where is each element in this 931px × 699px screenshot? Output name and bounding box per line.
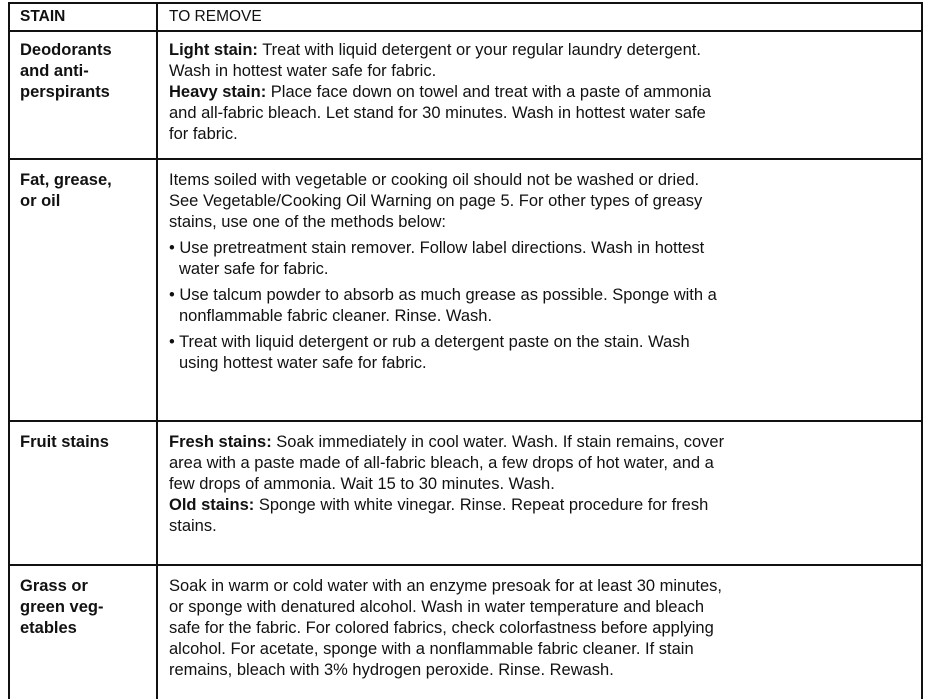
instruction-line: alcohol. For acetate, sponge with a nonflammable fabric cleaner. If stain xyxy=(169,640,694,658)
stain-name-line: and anti- xyxy=(20,62,89,80)
stain-name-line: perspirants xyxy=(20,83,110,101)
stain-name-line: Fruit stains xyxy=(20,433,109,451)
removal-instructions xyxy=(169,432,915,537)
table-row xyxy=(10,566,921,699)
table-row xyxy=(10,422,921,566)
instruction-text: Treat with liquid detergent or your regular laundry detergent. xyxy=(257,41,701,59)
bullet-item: nonflammable fabric cleaner. Rinse. Wash. xyxy=(179,307,493,325)
stain-name-line: green veg- xyxy=(20,598,104,616)
stain-name-line: Deodorants xyxy=(20,41,112,59)
instruction-line: or sponge with denatured alcohol. Wash in water temperature and bleach xyxy=(169,598,705,616)
instruction-line: stains, use one of the methods below: xyxy=(169,213,447,231)
instruction-text: Place face down on towel and treat with a paste of ammonia xyxy=(266,83,712,101)
instruction-line: Wash in hottest water safe for fabric. xyxy=(169,62,437,80)
instruction-line xyxy=(169,40,915,61)
stain-name xyxy=(20,170,150,212)
instruction-line: area with a paste made of all-fabric bleach, a few drops of hot water, and a xyxy=(169,454,714,472)
stain-removal-table xyxy=(8,2,923,699)
stain-name-line: Fat, grease, xyxy=(20,171,112,189)
instruction-line: Items soiled with vegetable or cooking oil should not be washed or dried. xyxy=(169,171,700,189)
bold-label: Light stain: xyxy=(169,41,258,59)
bullet-item: • Use talcum powder to absorb as much grease as possible. Sponge with a xyxy=(169,286,717,304)
header-stain: STAIN xyxy=(20,8,66,25)
bold-label: Heavy stain: xyxy=(169,83,267,101)
stain-name xyxy=(20,576,150,639)
header-to-remove: TO REMOVE xyxy=(169,8,262,25)
removal-instructions xyxy=(169,576,915,681)
instruction-line: See Vegetable/Cooking Oil Warning on page 5. For other types of greasy xyxy=(169,192,703,210)
instruction-text: Sponge with white vinegar. Rinse. Repeat procedure for fresh xyxy=(254,496,709,514)
stain-name-line: etables xyxy=(20,619,77,637)
instruction-line: for fabric. xyxy=(169,125,238,143)
bullet-item: using hottest water safe for fabric. xyxy=(179,354,427,372)
instruction-line xyxy=(169,495,915,516)
bullet-item: water safe for fabric. xyxy=(179,260,329,278)
instruction-line xyxy=(169,432,915,453)
table-row xyxy=(10,160,921,422)
bold-label: Old stains: xyxy=(169,496,255,514)
stain-name xyxy=(20,40,150,103)
bullet-item: • Use pretreatment stain remover. Follow label directions. Wash in hottest xyxy=(169,239,705,257)
table-header xyxy=(10,2,921,32)
instruction-line: few drops of ammonia. Wait 15 to 30 minutes. Wash. xyxy=(169,475,555,493)
bullet-item: • Treat with liquid detergent or rub a detergent paste on the stain. Wash xyxy=(169,333,690,351)
instruction-line: Soak in warm or cold water with an enzyme presoak for at least 30 minutes, xyxy=(169,577,722,595)
bold-label: Fresh stains: xyxy=(169,433,272,451)
stain-name-line: Grass or xyxy=(20,577,88,595)
instruction-line: safe for the fabric. For colored fabrics, check colorfastness before applying xyxy=(169,619,714,637)
instruction-line xyxy=(169,82,915,103)
removal-instructions xyxy=(169,40,915,145)
instruction-line: stains. xyxy=(169,517,217,535)
stain-name xyxy=(20,432,150,453)
table-row xyxy=(10,32,921,160)
instruction-line: and all-fabric bleach. Let stand for 30 minutes. Wash in hottest water safe xyxy=(169,104,706,122)
stain-name-line: or oil xyxy=(20,192,61,210)
instruction-text: Soak immediately in cool water. Wash. If stain remains, cover xyxy=(271,433,725,451)
instruction-line: remains, bleach with 3% hydrogen peroxide. Rinse. Rewash. xyxy=(169,661,614,679)
removal-instructions xyxy=(169,170,915,374)
